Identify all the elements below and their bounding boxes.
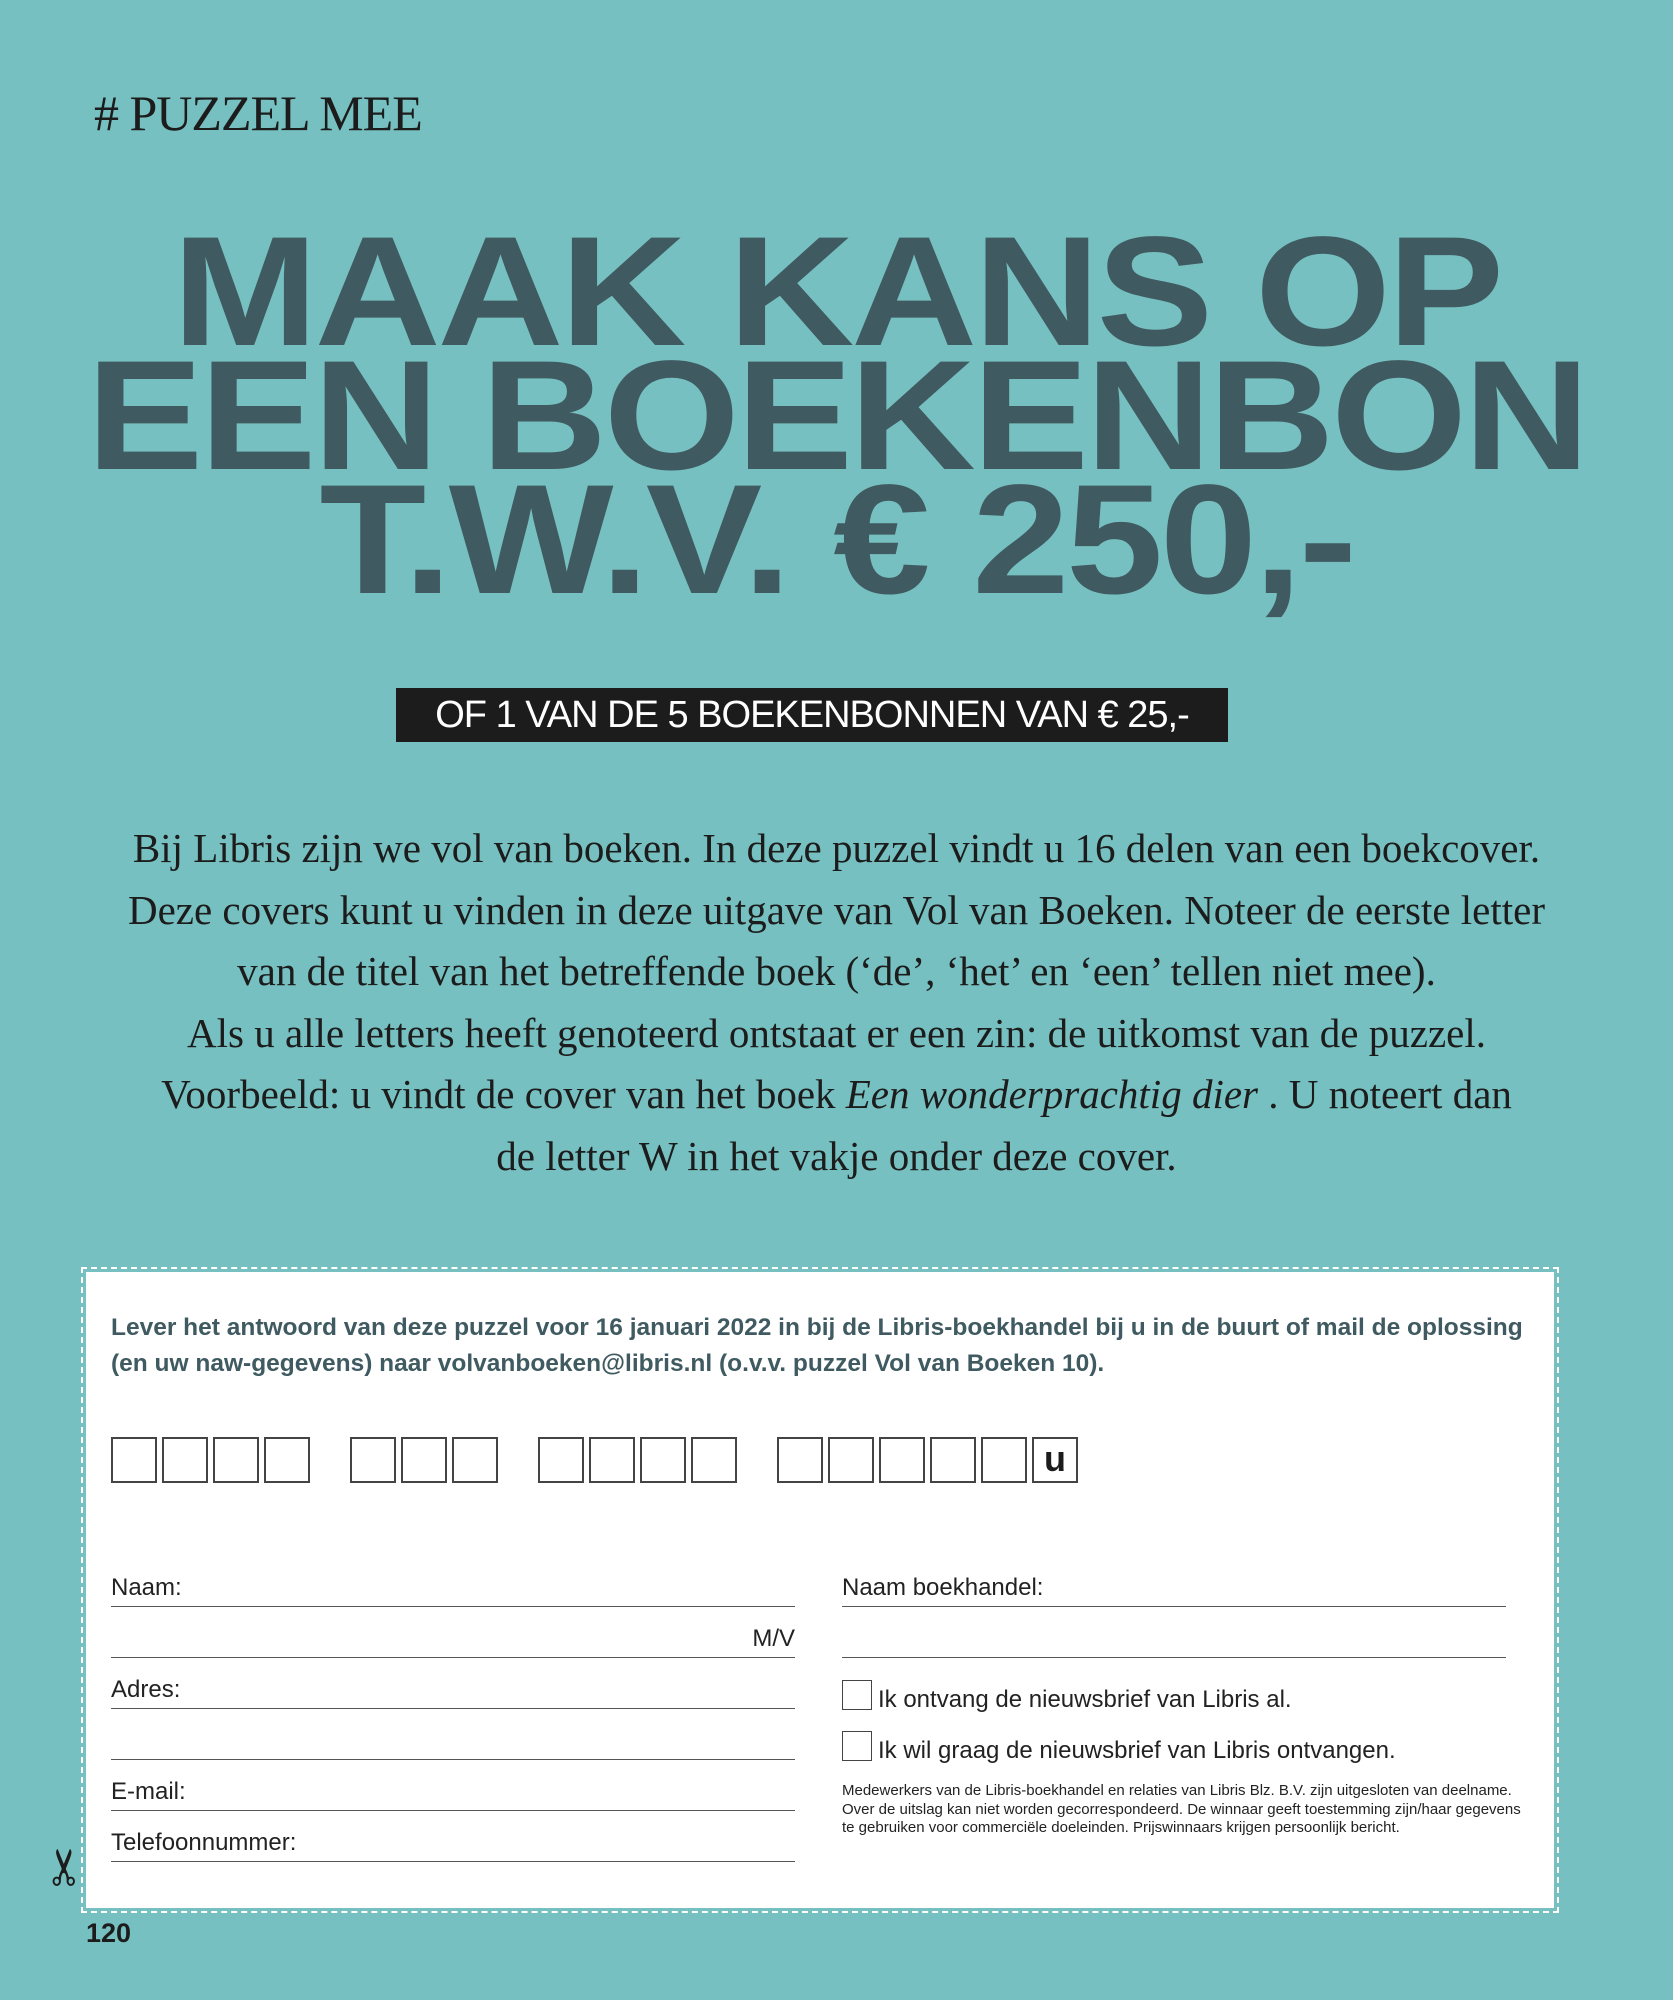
intro-line-2: Deze covers kunt u vinden in deze uitgave van Vol van Boeken. Noteer de eerste letter <box>127 886 1546 933</box>
address-field[interactable] <box>111 1658 795 1709</box>
newsletter-already-label: Ik ontvang de nieuwsbrief van Libris al. <box>878 1686 1292 1713</box>
example-book-title: Een wonderprachtig dier <box>845 1071 1258 1117</box>
answer-letter-box[interactable] <box>538 1437 584 1483</box>
answer-letter-box[interactable] <box>981 1437 1027 1483</box>
newsletter-already-checkbox[interactable] <box>842 1680 872 1710</box>
answer-letter-box[interactable] <box>930 1437 976 1483</box>
scissors-icon: ✂ <box>36 1846 93 1888</box>
intro-line-5 <box>161 1071 1512 1117</box>
intro-paragraph <box>40 818 1633 1187</box>
answer-letter-box[interactable] <box>640 1437 686 1483</box>
address-label: Adres: <box>111 1676 181 1703</box>
answer-letter-box[interactable] <box>111 1437 157 1483</box>
answer-letter-box[interactable]: u <box>1032 1437 1078 1483</box>
name-label: Naam: <box>111 1574 182 1601</box>
phone-label: Telefoonnummer: <box>111 1829 297 1856</box>
answer-letter-box[interactable] <box>213 1437 259 1483</box>
section-tag: # PUZZEL MEE <box>94 85 422 141</box>
answer-letter-box[interactable] <box>162 1437 208 1483</box>
newsletter-subscribe-label: Ik wil graag de nieuwsbrief van Libris ontvangen. <box>878 1737 1396 1764</box>
email-label: E-mail: <box>111 1778 186 1805</box>
email-field[interactable] <box>111 1760 795 1811</box>
answer-letter-box[interactable] <box>691 1437 737 1483</box>
answer-letter-box[interactable] <box>264 1437 310 1483</box>
gender-label: M/V <box>752 1625 795 1652</box>
deadline-instructions: Lever het antwoord van deze puzzel voor 16 januari 2022 in bij de Libris-boekhandel bij u in de buurt of mail de oplossing (en uw naw-gegevens) naar volvanboeken@libris.nl (o.v.v. puzzel Vol van Boeken 10). <box>111 1314 1523 1377</box>
intro-line-6: de letter W in het vakje onder deze cover. <box>496 1132 1177 1179</box>
intro-line-5-end: . U noteert dan <box>1258 1071 1512 1117</box>
page-number: 120 <box>86 1918 132 1948</box>
newsletter-subscribe-checkbox[interactable] <box>842 1731 872 1761</box>
bookstore-field[interactable] <box>842 1556 1506 1607</box>
entry-form <box>86 1272 1554 1908</box>
headline <box>0 205 1673 627</box>
answer-letter-box[interactable] <box>879 1437 925 1483</box>
answer-letter-box[interactable] <box>401 1437 447 1483</box>
intro-line-4: Als u alle letters heeft genoteerd ontstaat er een zin: de uitkomst van de puzzel. <box>187 1009 1486 1056</box>
bookstore-line-2-field[interactable] <box>842 1607 1506 1658</box>
answer-letter-box[interactable] <box>350 1437 396 1483</box>
answer-letter-box[interactable] <box>589 1437 635 1483</box>
headline-line-2: EEN BOEKENBON <box>86 329 1587 503</box>
headline-line-1: MAAK KANS OP <box>172 205 1501 379</box>
name-field[interactable] <box>111 1556 795 1607</box>
subheadline-banner: OF 1 VAN DE 5 BOEKENBONNEN VAN € 25,- <box>396 688 1228 742</box>
phone-field[interactable] <box>111 1811 795 1862</box>
answer-letter-box[interactable] <box>452 1437 498 1483</box>
intro-line-5-text: Voorbeeld: u vindt de cover van het boek <box>161 1071 846 1117</box>
disclaimer: Medewerkers van de Libris-boekhandel en relaties van Libris Blz. B.V. zijn uitgesloten van deelname. Over de uitslag kan niet worden gecorrespondeerd. De winnaar geeft toestemming zijn/haar gegevens te gebruiken voor commerciële doeleinden. Prijswinnaars krijgen persoonlijk bericht. <box>842 1782 1521 1836</box>
answer-letter-box[interactable] <box>828 1437 874 1483</box>
answer-letter-box[interactable] <box>777 1437 823 1483</box>
intro-line-3: van de titel van het betreffende boek (‘de’, ‘het’ en ‘een’ tellen niet mee). <box>237 948 1436 994</box>
intro-line-1: Bij Libris zijn we vol van boeken. In deze puzzel vindt u 16 delen van een boekcover. <box>132 825 1541 871</box>
address-line-2-field[interactable] <box>111 1709 795 1760</box>
bookstore-label: Naam boekhandel: <box>842 1574 1044 1601</box>
headline-line-3: T.W.V. € 250,- <box>319 453 1354 627</box>
gender-field[interactable] <box>111 1607 795 1658</box>
